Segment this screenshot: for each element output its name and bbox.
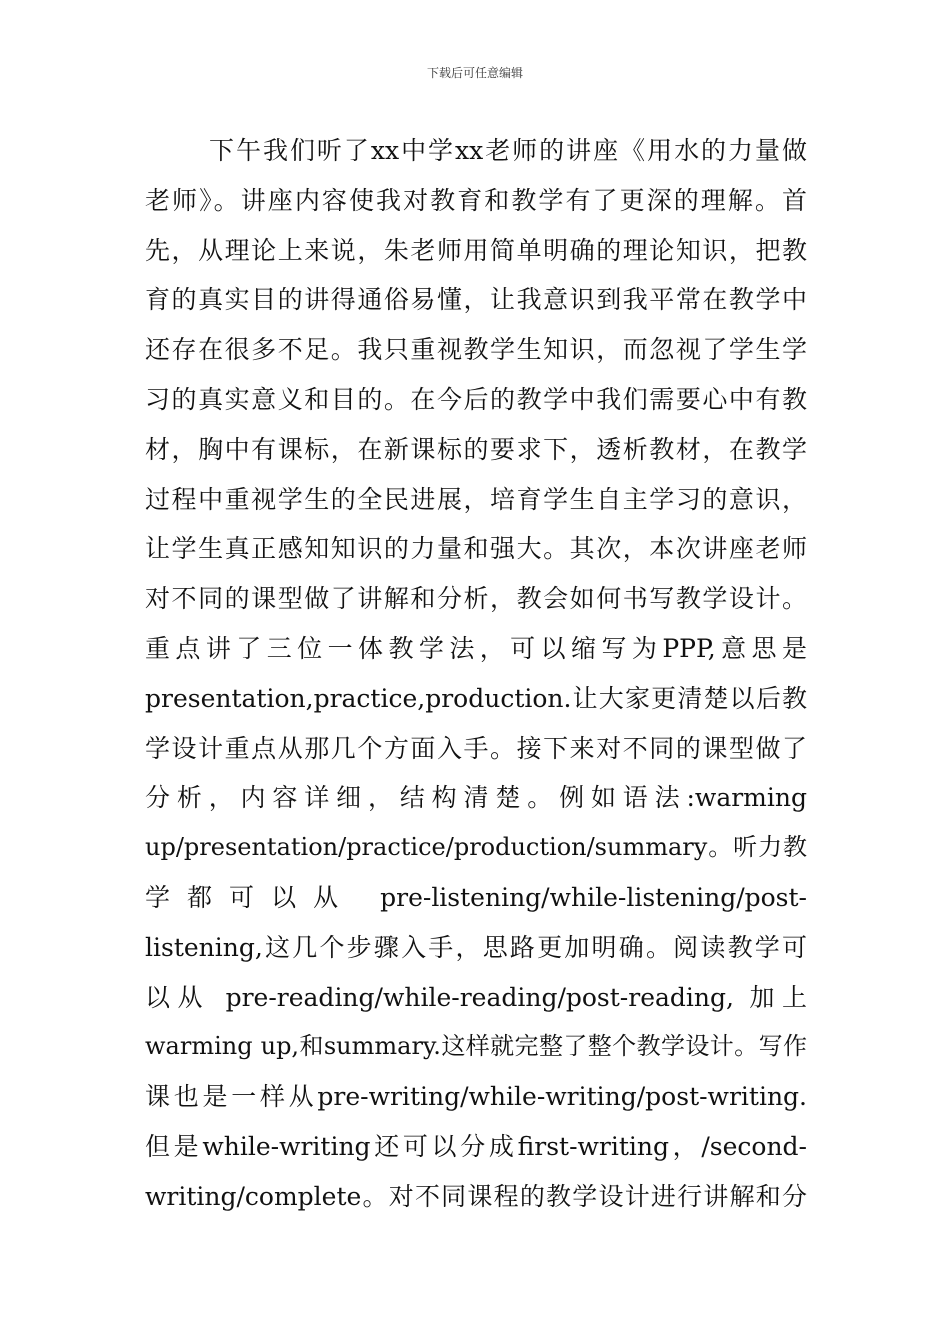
paragraph-line: listening,这几个步骤入手，思路更加明确。阅读教学可: [145, 932, 807, 962]
paragraph-line: 过程中重视学生的全民进展，培育学生自主学习的意识，: [145, 484, 807, 514]
paragraph-line: 还存在很多不足。我只重视教学生知识，而忽视了学生学: [145, 335, 807, 365]
paragraph-line: 习的真实意义和目的。在今后的教学中我们需要心中有教: [145, 384, 807, 414]
page-header: 下载后可任意编辑: [426, 66, 523, 80]
paragraph-line: 学都可以从 pre-listening/while-listening/post-: [145, 882, 807, 912]
paragraph-line: 课也是一样从pre-writing/while-writing/post-writing.: [145, 1082, 807, 1112]
paragraph-line: 重点讲了三位一体教学法，可以缩写为PPP,意思是: [145, 633, 807, 663]
paragraph-line: warming up,和summary.这样就完整了整个教学设计。写作: [145, 1032, 807, 1061]
paragraph-line: 材，胸中有课标，在新课标的要求下，透析教材，在教学: [145, 434, 807, 464]
paragraph-line: writing/complete。对不同课程的教学设计进行讲解和分: [145, 1181, 807, 1211]
document-body: [145, 126, 807, 1222]
paragraph-line: 但是while-writing还可以分成first-writing，/second-: [145, 1131, 807, 1161]
paragraph-line: 老师》。讲座内容使我对教育和教学有了更深的理解。首: [145, 185, 807, 215]
paragraph-line: 育的真实目的讲得通俗易懂，让我意识到我平常在教学中: [145, 285, 807, 315]
paragraph-line: presentation,practice,production.让大家更清楚以后教: [145, 683, 807, 713]
paragraph-line: 先，从理论上来说，朱老师用简单明确的理论知识，把教: [145, 235, 807, 265]
paragraph-line: 对不同的课型做了讲解和分析，教会如何书写教学设计。: [145, 584, 807, 614]
paragraph-line: 学设计重点从那几个方面入手。接下来对不同的课型做了: [145, 733, 807, 763]
paragraph-line: 分析，内容详细，结构清楚。例如语法:warming: [145, 783, 807, 813]
paragraph-line: 让学生真正感知知识的力量和强大。其次，本次讲座老师: [145, 534, 807, 564]
paragraph-line: 下午我们听了xx中学xx老师的讲座《用水的力量做: [209, 136, 807, 165]
paragraph-line: 以从 pre-reading/while-reading/post-reading, 加上: [145, 982, 807, 1012]
paragraph-line: up/presentation/practice/production/summary。听力教: [145, 833, 807, 862]
